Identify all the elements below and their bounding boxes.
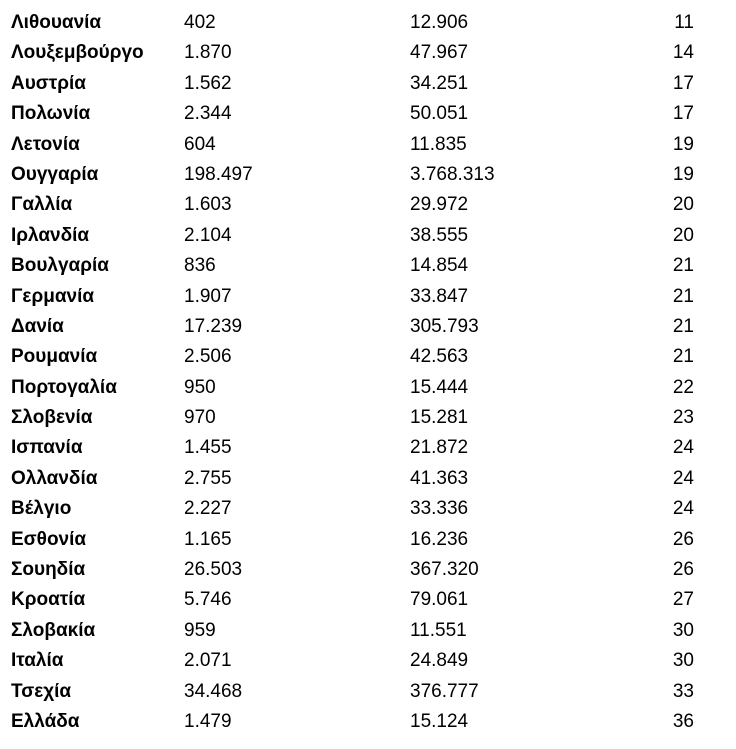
table-row (0, 555, 736, 585)
value-cell-col2: 1.870 (184, 42, 232, 64)
value-cell-col2: 2.071 (184, 650, 232, 672)
country-name-cell: Δανία (11, 315, 64, 337)
table-row (0, 160, 736, 190)
table-row (0, 525, 736, 555)
table-row (0, 646, 736, 676)
value-cell-col3: 29.972 (410, 194, 469, 216)
value-cell-col3: 15.281 (410, 407, 469, 429)
country-name-cell: Ολλανδία (11, 467, 98, 489)
country-name-cell: Λιθουανία (11, 12, 102, 33)
value-cell-col2: 198.497 (184, 163, 253, 185)
value-cell-col2: 836 (184, 255, 216, 277)
value-cell-col4: 11 (674, 12, 694, 33)
table-row (0, 190, 736, 220)
value-cell-col2: 17.239 (184, 315, 243, 337)
value-cell-col2: 2.344 (184, 103, 232, 125)
table-row (0, 585, 736, 615)
country-name-cell: Ρουμανία (11, 346, 98, 368)
value-cell-col4: 19 (672, 163, 694, 185)
country-name-cell: Γερμανία (11, 285, 95, 307)
country-name-cell: Ελλάδα (11, 710, 80, 732)
value-cell-col3: 3.768.313 (410, 163, 495, 185)
country-name-cell: Γαλλία (11, 194, 73, 216)
value-cell-col2: 1.455 (184, 437, 232, 459)
country-name-cell: Ιταλία (11, 650, 64, 672)
table-row (0, 312, 736, 342)
value-cell-col4: 26 (672, 528, 694, 550)
table-row (0, 342, 736, 372)
value-cell-col2: 1.562 (184, 72, 232, 94)
value-cell-col2: 5.746 (184, 589, 232, 611)
value-cell-col4: 20 (672, 224, 694, 246)
value-cell-col3: 21.872 (410, 437, 469, 459)
country-name-cell: Κροατία (11, 589, 86, 611)
value-cell-col3: 15.444 (410, 376, 469, 398)
table-row (0, 433, 736, 463)
value-cell-col3: 79.061 (410, 589, 469, 611)
country-name-cell: Τσεχία (11, 680, 72, 702)
country-name-cell: Ουγγαρία (11, 163, 99, 185)
value-cell-col4: 21 (672, 285, 694, 307)
value-cell-col2: 950 (184, 376, 216, 398)
country-name-cell: Σουηδία (11, 559, 86, 581)
value-cell-col4: 23 (672, 407, 694, 429)
table-row (0, 251, 736, 281)
value-cell-col3: 305.793 (410, 315, 479, 337)
table-row (0, 130, 736, 160)
value-cell-col2: 1.479 (184, 710, 232, 732)
value-cell-col4: 21 (672, 315, 694, 337)
value-cell-col4: 21 (672, 346, 694, 368)
value-cell-col4: 20 (672, 194, 694, 216)
country-name-cell: Βουλγαρία (11, 255, 109, 277)
table-row (0, 69, 736, 99)
country-name-cell: Λουξεμβούργο (11, 42, 144, 64)
table-row (0, 221, 736, 251)
value-cell-col4: 26 (672, 559, 694, 581)
value-cell-col4: 30 (672, 650, 694, 672)
value-cell-col4: 30 (672, 619, 694, 641)
value-cell-col3: 33.847 (410, 285, 469, 307)
table-row (0, 677, 736, 707)
value-cell-col4: 14 (672, 42, 694, 64)
table-row (0, 38, 736, 68)
value-cell-col3: 11.551 (410, 619, 467, 641)
value-cell-col2: 604 (184, 133, 216, 155)
value-cell-col3: 11.835 (410, 133, 467, 155)
value-cell-col4: 22 (672, 376, 694, 398)
value-cell-col4: 27 (672, 589, 694, 611)
value-cell-col3: 24.849 (410, 650, 469, 672)
value-cell-col2: 402 (184, 12, 216, 33)
country-name-cell: Σλοβενία (11, 407, 93, 429)
value-cell-col4: 19 (672, 133, 694, 155)
value-cell-col4: 36 (672, 710, 694, 732)
data-table (0, 8, 736, 737)
value-cell-col3: 14.854 (410, 255, 469, 277)
country-name-cell: Ιρλανδία (11, 224, 90, 246)
country-name-cell: Λετονία (11, 133, 80, 155)
value-cell-col2: 959 (184, 619, 216, 641)
value-cell-col4: 33 (672, 680, 694, 702)
value-cell-col3: 33.336 (410, 498, 469, 520)
value-cell-col2: 26.503 (184, 559, 243, 581)
value-cell-col3: 38.555 (410, 224, 469, 246)
table-row (0, 373, 736, 403)
value-cell-col2: 1.907 (184, 285, 232, 307)
value-cell-col4: 17 (672, 72, 694, 94)
value-cell-col2: 1.603 (184, 194, 232, 216)
table-row (0, 494, 736, 524)
table-row (0, 8, 736, 38)
table-row (0, 99, 736, 129)
value-cell-col2: 2.506 (184, 346, 232, 368)
country-name-cell: Πολωνία (11, 103, 91, 125)
value-cell-col2: 34.468 (184, 680, 243, 702)
country-name-cell: Βέλγιο (11, 498, 72, 520)
value-cell-col3: 41.363 (410, 467, 469, 489)
country-name-cell: Πορτογαλία (11, 376, 117, 398)
value-cell-col3: 15.124 (410, 710, 469, 732)
value-cell-col2: 970 (184, 407, 216, 429)
value-cell-col2: 2.104 (184, 224, 232, 246)
value-cell-col4: 24 (672, 437, 694, 459)
country-name-cell: Αυστρία (11, 72, 86, 94)
table-row (0, 403, 736, 433)
value-cell-col3: 50.051 (410, 103, 469, 125)
value-cell-col3: 34.251 (410, 72, 469, 94)
value-cell-col4: 24 (672, 467, 694, 489)
country-name-cell: Σλοβακία (11, 619, 96, 641)
table-row (0, 282, 736, 312)
value-cell-col2: 2.227 (184, 498, 232, 520)
value-cell-col3: 12.906 (410, 12, 469, 33)
value-cell-col3: 42.563 (410, 346, 469, 368)
table-row (0, 616, 736, 646)
value-cell-col2: 1.165 (184, 528, 232, 550)
value-cell-col3: 47.967 (410, 42, 469, 64)
table-row (0, 464, 736, 494)
value-cell-col4: 21 (672, 255, 694, 277)
value-cell-col4: 17 (672, 103, 694, 125)
value-cell-col3: 16.236 (410, 528, 469, 550)
value-cell-col2: 2.755 (184, 467, 232, 489)
country-name-cell: Εσθονία (11, 528, 87, 550)
value-cell-col3: 376.777 (410, 680, 479, 702)
country-name-cell: Ισπανία (11, 437, 83, 459)
value-cell-col4: 24 (672, 498, 694, 520)
table-row (0, 707, 736, 737)
value-cell-col3: 367.320 (410, 559, 479, 581)
